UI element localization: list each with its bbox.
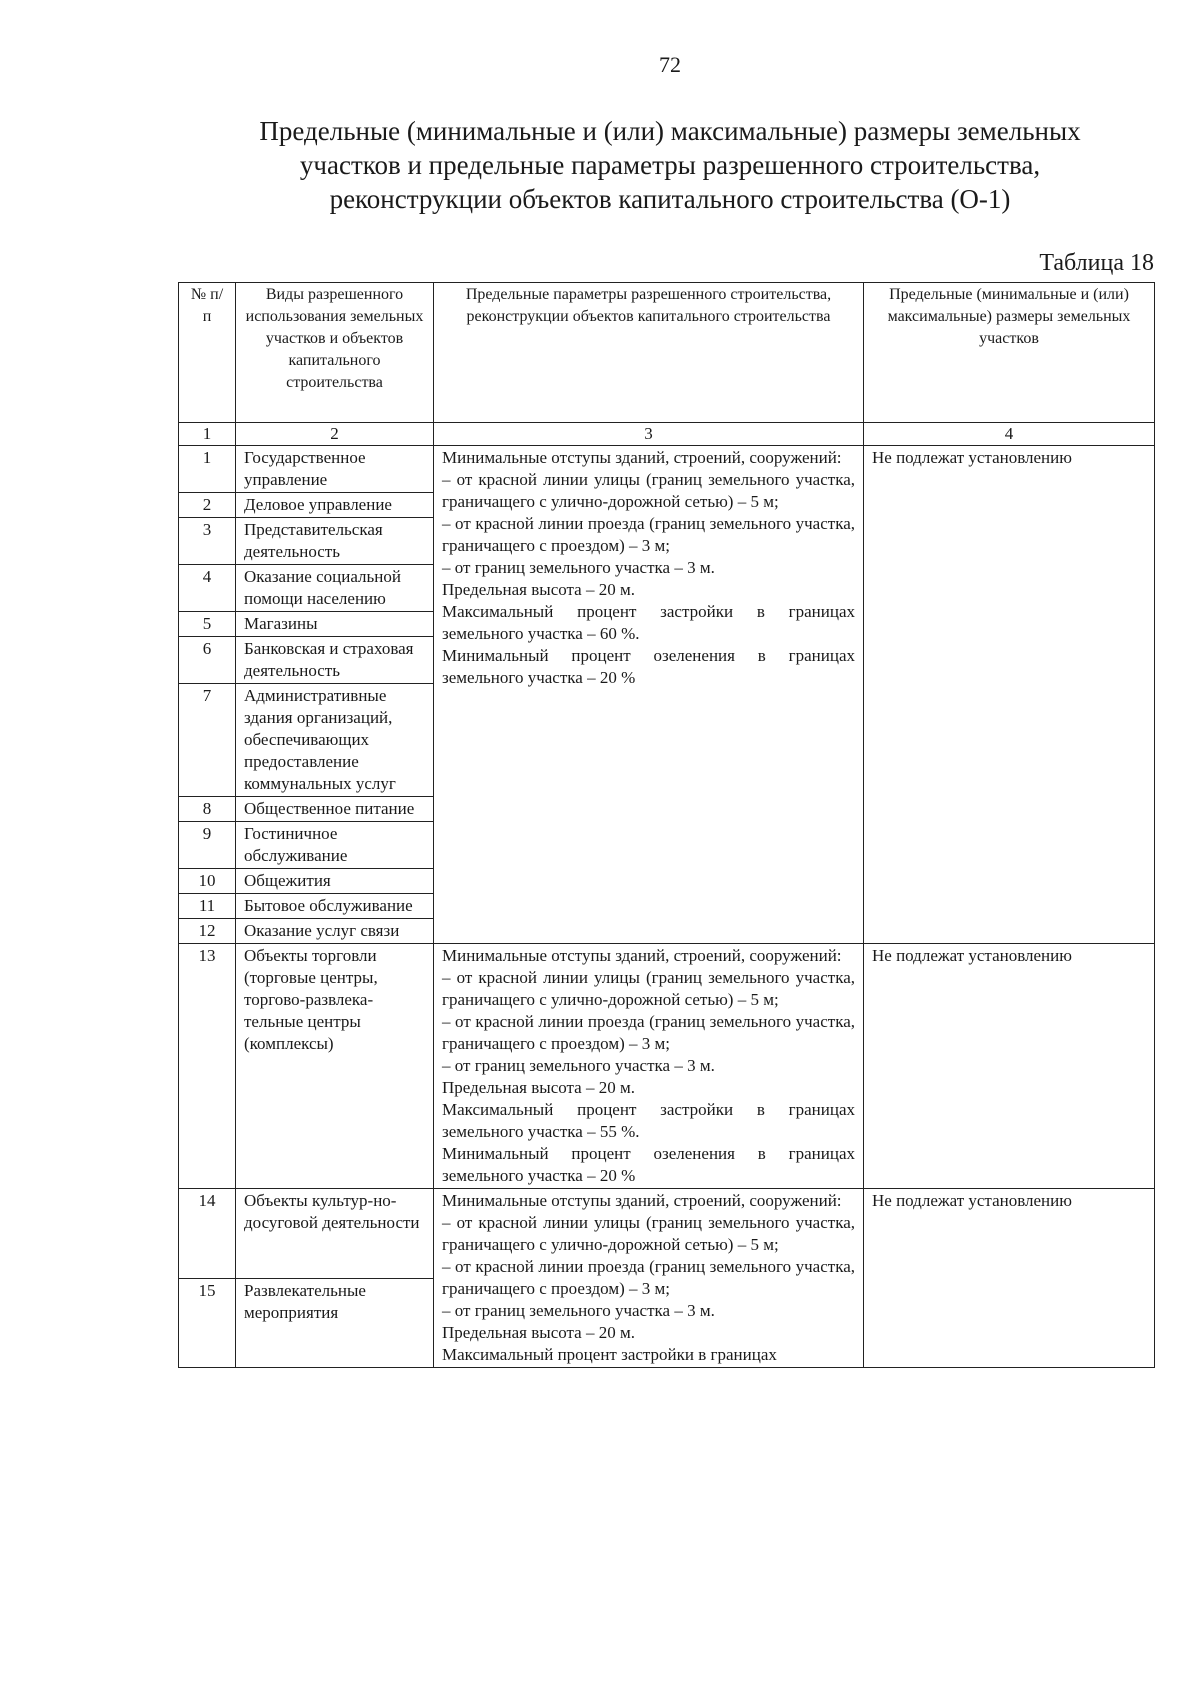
parameter-line: – от красной линии проезда (границ земельного участка, граничащего с проездом) – 3 м; <box>442 514 855 555</box>
row-number: 13 <box>179 944 236 1189</box>
row-number: 11 <box>179 894 236 919</box>
row-number: 8 <box>179 797 236 822</box>
column-number: 4 <box>864 423 1155 446</box>
parameter-line: – от границ земельного участка – 3 м. <box>442 558 715 577</box>
row-parameters <box>434 446 864 944</box>
parameter-line: – от красной линии улицы (границ земельного участка, граничащего с улично-дорожной сетью) – 5 м; <box>442 1213 855 1254</box>
row-plot-sizes: Не подлежат установлению <box>864 1189 1155 1368</box>
row-use-type: Общежития <box>236 869 434 894</box>
row-number: 15 <box>179 1278 236 1368</box>
parameter-line: Максимальный процент застройки в границах земельного участка – 55 %. <box>442 1100 855 1141</box>
row-use-type: Бытовое обслуживание <box>236 894 434 919</box>
row-use-type: Развлекательные мероприятия <box>236 1278 434 1368</box>
row-number: 7 <box>179 684 236 797</box>
row-use-type: Объекты культур-но-досуговой деятельности <box>236 1189 434 1279</box>
row-number: 4 <box>179 565 236 612</box>
parameter-line: – от границ земельного участка – 3 м. <box>442 1301 715 1320</box>
header-types: Виды разрешенного использования земельных участков и объектов капитального строительства <box>236 283 434 423</box>
header-sizes: Предельные (минимальные и (или) максимальные) размеры земельных участков <box>864 283 1155 423</box>
row-number: 1 <box>179 446 236 493</box>
row-number: 12 <box>179 919 236 944</box>
parameter-line: – от красной линии улицы (границ земельного участка, граничащего с улично-дорожной сетью) – 5 м; <box>442 968 855 1009</box>
page-title <box>170 114 1170 216</box>
parameter-line: Максимальный процент застройки в границах <box>442 1345 777 1364</box>
row-use-type: Государственное управление <box>236 446 434 493</box>
row-use-type: Оказание социальной помощи населению <box>236 565 434 612</box>
row-use-type: Административные здания организаций, обеспечивающих предоставление коммунальных услуг <box>236 684 434 797</box>
row-use-type: Гостиничное обслуживание <box>236 822 434 869</box>
parameter-line: – от границ земельного участка – 3 м. <box>442 1056 715 1075</box>
parameter-line: Минимальные отступы зданий, строений, сооружений: <box>442 1191 842 1210</box>
parameter-line: – от красной линии проезда (границ земельного участка, граничащего с проездом) – 3 м; <box>442 1257 855 1298</box>
row-parameters <box>434 1189 864 1368</box>
parameter-line: Минимальные отступы зданий, строений, сооружений: <box>442 946 842 965</box>
title-line: реконструкции объектов капитального строительства (О-1) <box>329 184 1011 214</box>
parameter-line: Максимальный процент застройки в границах земельного участка – 60 %. <box>442 602 855 643</box>
row-parameters <box>434 944 864 1189</box>
parameter-line: Минимальный процент озеленения в границах земельного участка – 20 % <box>442 1144 855 1185</box>
column-number: 1 <box>179 423 236 446</box>
row-use-type: Представительская деятельность <box>236 518 434 565</box>
row-number: 3 <box>179 518 236 565</box>
table-label: Таблица 18 <box>1039 250 1154 276</box>
row-number: 6 <box>179 637 236 684</box>
header-params: Предельные параметры разрешенного строительства, реконструкции объектов капитального строительства <box>434 283 864 423</box>
parameter-line: Предельная высота – 20 м. <box>442 1323 635 1342</box>
table-row <box>179 944 1155 1189</box>
row-number: 10 <box>179 869 236 894</box>
row-use-type: Объекты торговли (торговые центры, торгово-развлека-тельные центры (комплексы) <box>236 944 434 1189</box>
row-number: 9 <box>179 822 236 869</box>
page-number: 72 <box>659 52 681 77</box>
row-number: 14 <box>179 1189 236 1279</box>
header-num: № п/п <box>179 283 236 423</box>
table-row <box>179 446 1155 493</box>
row-use-type: Оказание услуг связи <box>236 919 434 944</box>
parameter-line: Предельная высота – 20 м. <box>442 580 635 599</box>
row-use-type: Общественное питание <box>236 797 434 822</box>
column-number: 3 <box>434 423 864 446</box>
header-row <box>179 283 1155 423</box>
parameter-line: Предельная высота – 20 м. <box>442 1078 635 1097</box>
table-row <box>179 1189 1155 1279</box>
column-number-row <box>179 423 1155 446</box>
parameter-line: Минимальные отступы зданий, строений, сооружений: <box>442 448 842 467</box>
row-use-type: Деловое управление <box>236 493 434 518</box>
column-number: 2 <box>236 423 434 446</box>
title-line: Предельные (минимальные и (или) максимальные) размеры земельных <box>259 116 1081 146</box>
row-plot-sizes: Не подлежат установлению <box>864 446 1155 944</box>
parameter-line: Минимальный процент озеленения в границах земельного участка – 20 % <box>442 646 855 687</box>
title-line: участков и предельные параметры разрешенного строительства, <box>299 150 1041 180</box>
row-number: 2 <box>179 493 236 518</box>
row-plot-sizes: Не подлежат установлению <box>864 944 1155 1189</box>
zoning-parameters-table <box>178 282 1155 1368</box>
table-body <box>179 446 1155 1368</box>
parameter-line: – от красной линии улицы (границ земельного участка, граничащего с улично-дорожной сетью) – 5 м; <box>442 470 855 511</box>
row-number: 5 <box>179 612 236 637</box>
row-use-type: Банковская и страховая деятельность <box>236 637 434 684</box>
parameter-line: – от красной линии проезда (границ земельного участка, граничащего с проездом) – 3 м; <box>442 1012 855 1053</box>
row-use-type: Магазины <box>236 612 434 637</box>
